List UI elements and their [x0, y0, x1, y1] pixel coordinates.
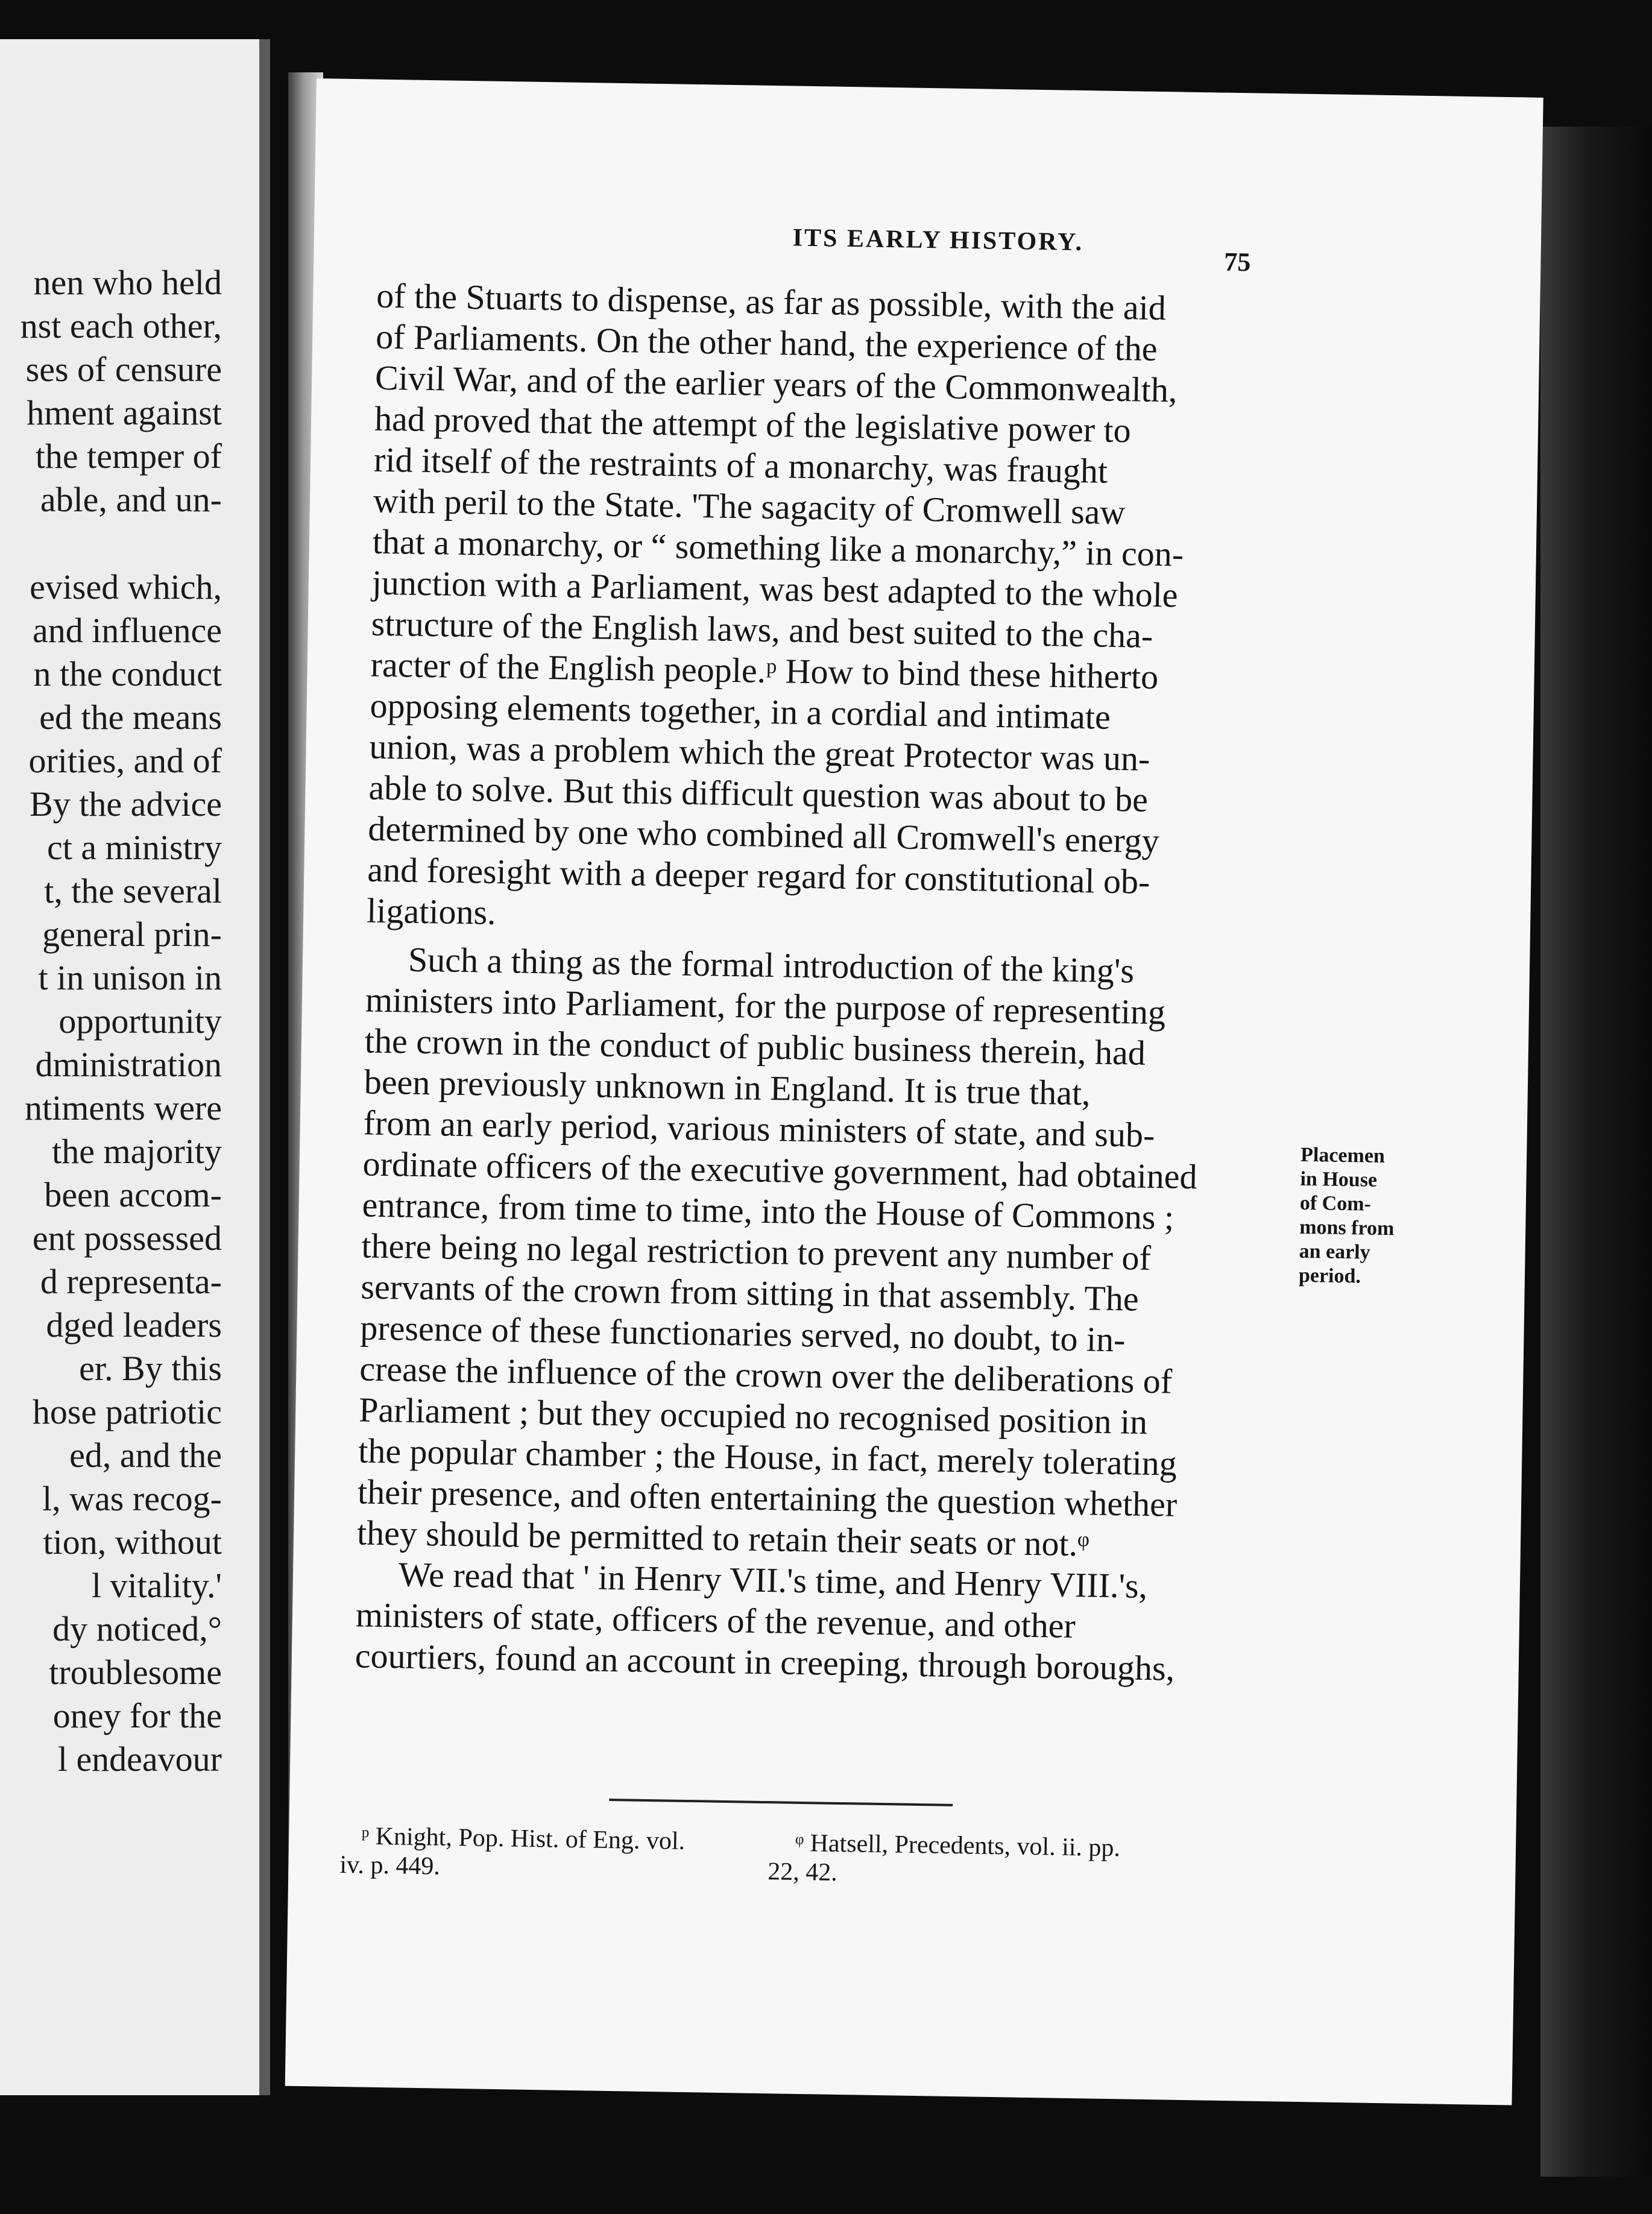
left-text-line: ct a ministry	[47, 828, 222, 867]
body-line: crease the influence of the crown over the deliberations of	[359, 1349, 1173, 1401]
left-text-line: dged leaders	[46, 1305, 222, 1345]
body-line: been previously unknown in England. It is true that,	[364, 1062, 1091, 1113]
left-text-line: opportunity	[58, 1001, 222, 1041]
left-text-line: ses of censure	[25, 350, 222, 389]
body-line: there being no legal restriction to prevent any number of	[361, 1226, 1152, 1278]
left-text-line: ed, and the	[69, 1436, 222, 1475]
left-text-line: been accom-	[44, 1175, 222, 1214]
margin-note-line: in House	[1300, 1167, 1378, 1191]
body-line: with peril to the State. 'The sagacity of Cromwell saw	[373, 481, 1126, 532]
body-line: from an early period, various ministers of state, and sub-	[363, 1103, 1155, 1155]
left-text-line: able, and un-	[40, 480, 222, 519]
left-text-line: dy noticed,°	[52, 1609, 222, 1648]
body-line: of the Stuarts to dispense, as far as possible, with the aid	[376, 276, 1167, 328]
footnote-q-cont: 22, 42.	[768, 1858, 838, 1887]
left-text-line: d representa-	[40, 1262, 222, 1301]
left-text-line: l vitality.'	[91, 1566, 222, 1605]
footnote-rule	[609, 1799, 953, 1806]
left-text-line: evised which,	[30, 567, 222, 607]
body-line: ligations.	[366, 891, 497, 932]
margin-note-line: of Com-	[1299, 1191, 1372, 1216]
body-line: ministers into Parliament, for the purpose of representing	[365, 980, 1166, 1032]
left-text-line: troublesome	[49, 1653, 222, 1692]
book-spine-edge	[1540, 127, 1652, 2177]
margin-note	[1299, 1143, 1396, 1289]
body-line: their presence, and often entertaining the question whether	[357, 1472, 1178, 1524]
left-text-line: general prin-	[42, 915, 222, 954]
left-text-line: hment against	[27, 393, 222, 432]
body-line: Parliament ; but they occupied no recognised position in	[358, 1390, 1148, 1442]
left-text-line: the majority	[52, 1132, 222, 1171]
left-text-line: l endeavour	[57, 1739, 222, 1779]
body-line: union, was a problem which the great Protector was un-	[369, 727, 1150, 778]
body-line: racter of the English people.ᵖ How to bind these hitherto	[370, 645, 1159, 697]
left-text-line: n the conduct	[33, 654, 222, 693]
left-text-line: and influence	[32, 611, 222, 650]
left-text-line: oney for the	[52, 1696, 222, 1735]
body-line: able to solve. But this difficult question was about to be	[368, 768, 1149, 819]
left-text-line: l, was recog-	[42, 1479, 222, 1518]
body-line: determined by one who combined all Cromwell's energy	[367, 809, 1160, 861]
running-head: ITS EARLY HISTORY.	[792, 224, 1084, 257]
left-text-line: ntiments were	[25, 1088, 222, 1128]
left-text-line: the temper of	[35, 437, 222, 476]
left-text-line: nst each other,	[20, 306, 222, 345]
left-text-line: hose patriotic	[32, 1392, 222, 1431]
footnote-q: ᵠ Hatsell, Precedents, vol. ii. pp.	[795, 1829, 1121, 1862]
left-text-line: dministration	[35, 1045, 222, 1084]
left-text-line: er. By this	[79, 1349, 222, 1388]
body-line: that a monarchy, or “ something like a monarchy,” in con-	[372, 522, 1184, 574]
margin-note-line: period.	[1298, 1264, 1361, 1288]
margin-note-line: Placemen	[1300, 1143, 1386, 1168]
body-line: entrance, from time to time, into the House of Commons ;	[362, 1185, 1174, 1237]
body-line: We read that ' in Henry VII.'s time, and Henry VIII.'s,	[398, 1554, 1148, 1606]
left-text-line: t in unison in	[38, 958, 222, 997]
left-text-line: nen who held	[33, 263, 222, 302]
body-line: had proved that the attempt of the legislative power to	[374, 399, 1132, 450]
left-text-line: ed the means	[39, 698, 222, 737]
margin-note-line: an early	[1299, 1240, 1370, 1264]
left-text-line: t, the several	[44, 871, 222, 910]
body-line: opposing elements together, in a cordial and intimate	[370, 686, 1111, 737]
margin-note-line: mons from	[1299, 1216, 1395, 1240]
body-line: ordinate officers of the executive government, had obtained	[362, 1144, 1198, 1197]
body-line: Civil War, and of the earlier years of the Commonwealth,	[374, 358, 1178, 410]
body-line: they should be permitted to retain their seats or not.ᵠ	[356, 1513, 1090, 1564]
body-line: courtiers, found an account in creeping, through boroughs,	[355, 1636, 1175, 1688]
body-line: and foresight with a deeper regard for constitutional ob-	[367, 850, 1150, 901]
body-line: presence of these functionaries served, no doubt, to in-	[359, 1308, 1126, 1360]
left-page	[0, 39, 270, 2095]
body-line: the crown in the conduct of public business therein, had	[364, 1021, 1146, 1073]
body-line: junction with a Parliament, was best adapted to the whole	[371, 563, 1179, 615]
left-text-line: ent possessed	[32, 1219, 222, 1258]
left-text-line: orities, and of	[28, 741, 222, 780]
body-line: Such a thing as the formal introduction of the king's	[408, 939, 1135, 991]
left-text-line: tion, without	[43, 1522, 222, 1562]
right-page	[285, 78, 1543, 2105]
body-line: ministers of state, officers of the revenue, and other	[355, 1595, 1076, 1646]
footnote-p-cont: iv. p. 449.	[339, 1850, 441, 1881]
left-text-line: By the advice	[30, 784, 222, 824]
body-line: structure of the English laws, and best suited to the cha-	[371, 604, 1153, 655]
page-number: 75	[1224, 247, 1251, 277]
body-line: the popular chamber ; the House, in fact, merely tolerating	[358, 1431, 1178, 1483]
body-line: rid itself of the restraints of a monarchy, was fraught	[373, 440, 1108, 491]
body-line: servants of the crown from sitting in that assembly. The	[361, 1267, 1140, 1319]
body-line: of Parliaments. On the other hand, the experience of the	[375, 317, 1158, 368]
footnote-p: ᵖ Knight, Pop. Hist. of Eng. vol.	[361, 1822, 686, 1855]
